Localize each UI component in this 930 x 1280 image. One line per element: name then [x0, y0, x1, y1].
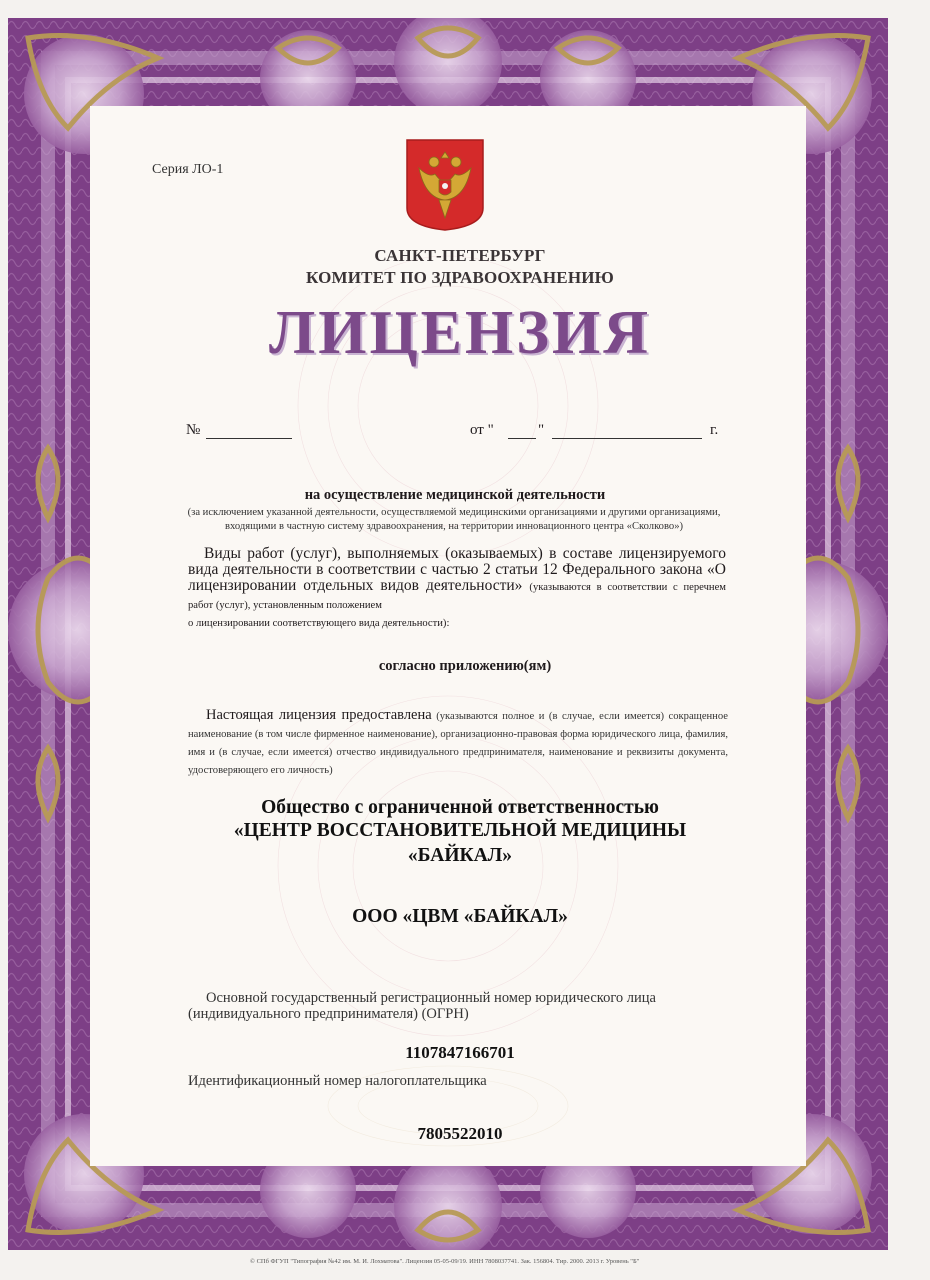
ogrn-label: [188, 990, 728, 1022]
activity-note: (за исключением указанной деятельности, осуществляемой медицинскими организациями и другими организациями, входящими в частную систему здравоохранения, на территории инновационного центра «Сколково»): [187, 507, 721, 532]
works-value: согласно приложению(ям): [378, 658, 552, 674]
russian-coat-of-arms-icon: [405, 138, 485, 232]
activity-heading: на осуществление медицинской деятельности: [304, 487, 606, 503]
works-note-tail: о лицензировании соответствующего вида деятельности):: [188, 618, 450, 629]
region-title: САНКТ-ПЕТЕРБУРГ: [374, 246, 546, 265]
number-blank-line: [206, 438, 292, 439]
inn-label: Идентификационный номер налогоплательщика: [188, 1073, 487, 1089]
ogrn-label-line2: (индивидуального предпринимателя) (ОГРН): [188, 1006, 469, 1022]
number-label: №: [186, 422, 201, 438]
granted-lead: Настоящая лицензия предоставлена: [206, 707, 432, 723]
org-short-name: ООО «ЦВМ «БАЙКАЛ»: [352, 906, 568, 927]
series-label: Серия ЛО-1: [152, 162, 224, 177]
works-text: Виды работ (услуг), выполняемых (оказываемых) в составе лицензируемого вида деятельности в соответствии с частью 2 статьи 12 Федерального закона «О лицензировании отдельных видов деятельности»: [188, 545, 726, 594]
committee-title: КОМИТЕТ ПО ЗДРАВООХРАНЕНИЮ: [305, 268, 615, 287]
works-note: (указываются в соответствии с перечнем работ (услуг), установленным положением: [188, 582, 726, 611]
license-title: ЛИЦЕНЗИЯ: [269, 299, 651, 367]
day-blank-line: [508, 438, 536, 439]
year-suffix: г.: [710, 422, 719, 438]
granted-note: (указываются полное и (в случае, если имеется) сокращенное наименование (в том числе фирменное наименование), организационно-правовая форма юридического лица, фамилия, имя и (в случае, если имеется) отчество индивидуального предпринимателя, наименование и реквизиты документа, удостоверяющего его личность): [188, 711, 728, 776]
org-full-name-line2: «ЦЕНТР ВОССТАНОВИТЕЛЬНОЙ МЕДИЦИНЫ: [233, 820, 687, 841]
date-closing-quote: ": [538, 422, 545, 438]
month-blank-line: [552, 438, 702, 439]
org-full-name-line3: «БАЙКАЛ»: [407, 845, 513, 866]
ogrn-value: 1107847166701: [405, 1043, 515, 1062]
printer-imprint: © СПб ФГУП "Типография №42 им. М. И. Лохматова". Лицензия 05-05-09/19. ИНН 7808037741. Зак. 156804. Тир. 2000. 2013 г. Уровень "Б": [250, 1258, 640, 1265]
granted-paragraph: [188, 706, 728, 780]
date-from-label: от ": [470, 422, 494, 438]
inn-value: 7805522010: [417, 1124, 503, 1143]
works-paragraph: [188, 546, 726, 632]
ogrn-label-line1: Основной государственный регистрационный номер юридического лица: [206, 990, 656, 1006]
org-full-name-line1: Общество с ограниченной ответственностью: [261, 797, 659, 818]
